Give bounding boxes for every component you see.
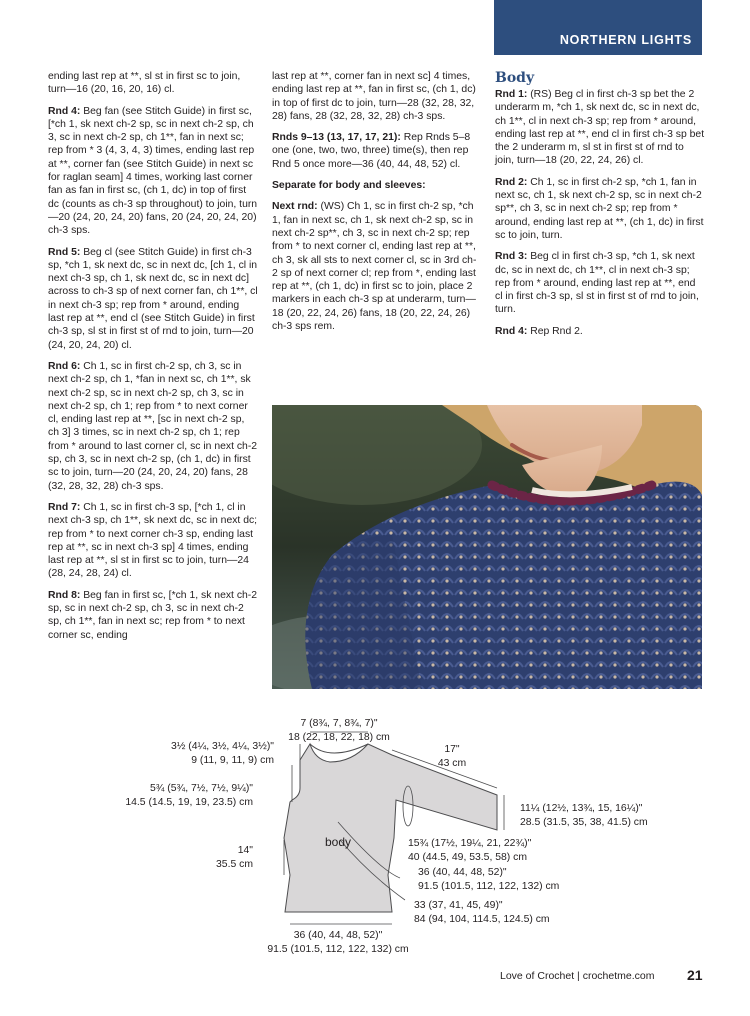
neck-depth-in: 3½ (4¼, 3½, 4¼, 3½)" (170, 741, 274, 752)
paragraph-next-rnd: Next rnd: (WS) Ch 1, sc in first ch-2 sp, *ch 1, fan in next sc, ch 1, sk next ch-2 sp, sc in next ch-2 sp**, ch 3, sc in next ch-2 sp; rep from * to next corner cl, ending last rep at **, ch 3, sk all sts to next corner cl, sc in 3rd ch-2 sp of next corner cl; rep from *, ending last rep at **, (ch 1, dc) in first sc to join, place 2 markers in each ch-3 sp at underarm, turn—18 (20, 22, 24, 26) fans, 18 (20, 22, 24, 26) ch-3 sps rem. (272, 201, 477, 333)
cuff-in: 11¼ (12½, 13¾, 15, 16¼)" (520, 803, 643, 814)
paragraph-rnd4: Rnd 4: Rep Rnd 2. (495, 325, 583, 337)
subheading-separate: Separate for body and sleeves: (272, 180, 426, 192)
website: crochetme.com (582, 970, 655, 982)
model-photo (272, 405, 702, 689)
paragraph-rnd2: Rnd 2: Ch 1, sc in first ch-2 sp, *ch 1, fan in next sc, ch 1, sk next ch-2 sp, sc in next ch-2 sp**, ch 3, sc in next ch-2 sp; rep from * around, ending last rep at **, (ch 1, dc) in first sc to join, turn. (495, 176, 704, 241)
paragraph-rnd3: Rnd 3: Beg cl in first ch-3 sp, *ch 1, sk next dc, sc in next dc, ch 1**, cl in next ch-3 sp; rep from * around, ending last rep at **, end cl in first ch-3 sp, sl st in first st of rnd to join, turn. (495, 251, 699, 316)
upper-arm-cm: 40 (44.5, 49, 53.5, 58) cm (408, 852, 527, 863)
waist-in: 33 (37, 41, 45, 49)" (414, 900, 503, 911)
paragraph: last rep at **, corner fan in next sc] 4 times, ending last rep at **, fan in first sc, (ch 1, dc) in top of first dc to join, turn—28 (32, 28, 32, 28) fans, 28 (32, 28, 32, 28) ch-3 sps. (272, 71, 476, 122)
yoke-depth-in: 5¾ (5¾, 7½, 7½, 9¼)" (149, 783, 253, 794)
paragraph-rnd8: Rnd 8: Beg fan in first sc, [*ch 1, sk next ch-2 sp, sc in next ch-2 sp, ch 3, sc in next ch-2 sp, ch 1**, fan in next sc; rep from * to next corner sc, ending (48, 589, 258, 641)
bust-in: 36 (40, 44, 48, 52)" (418, 867, 507, 878)
cuff-cm: 28.5 (31.5, 35, 38, 41.5) cm (520, 817, 648, 828)
body-length-in: 14" (237, 845, 253, 856)
sleeve-length-in: 17" (444, 744, 460, 755)
paragraph-rnds-9-13: Rnds 9–13 (13, 17, 17, 21): Rep Rnds 5–8 one (one, two, two, three) time(s), then rep Rnd 5 once more—36 (40, 44, 48, 52) cl. (272, 132, 471, 170)
magazine-name: Love of Crochet (500, 970, 575, 982)
paragraph-rnd4: Rnd 4: Beg fan (see Stitch Guide) in first sc, [*ch 1, sk next ch-2 sp, sc in next ch-2 sp, ch 3, sc in next ch-2 sp, ch 1**, fan in next sc; rep from * 3 (4, 3, 4, 3) times, ending last rep at **, corner fan (see Stitch Guide) in next sc for raglan seam] 4 times, working last corner fan as fan in first sc, (ch 1, dc) in top of first dc (counts as ch-3 sp throughout) to join, turn—20 (24, 20, 24, 20) fans, 20 (24, 20, 24, 20) ch-3 sps. (48, 105, 258, 237)
text-column-1 (48, 70, 258, 650)
paragraph-rnd6: Rnd 6: Ch 1, sc in first ch-2 sp, ch 3, sc in next ch-2 sp, ch 1, *fan in next sc, ch 1**, sk next ch-2 sp, sc in next ch-2 sp, ch 3, sc in next ch-2 sp, ch 1; rep from * to next corner cl, ending last rep at **, [sc in next ch-2 sp, ch 3] 3 times, sc in next ch-2 sp, ch 1; rep from * around to last corner cl, sc in next ch-2 sp, ch 3, sc in next ch-2 sp, (ch 1, dc) in first sc to join, turn—20 (24, 20, 24, 20) fans, 28 (32, 28, 32, 28) ch-3 sps. (48, 360, 258, 492)
body-label: body (324, 835, 352, 849)
section-heading-body: Body (495, 70, 535, 86)
neck-width-cm: 18 (22, 18, 22, 18) cm (288, 732, 390, 743)
footer (500, 970, 654, 982)
section-tab (494, 0, 702, 55)
sleeve-length-cm: 43 cm (437, 758, 467, 769)
paragraph: ending last rep at **, sl st in first sc to join, turn—16 (20, 16, 20, 16) cl. (48, 71, 241, 96)
paragraph-rnd5: Rnd 5: Beg cl (see Stitch Guide) in first ch-3 sp, *ch 1, sk next dc, sc in next dc, [ch 1, cl in next ch-3 sp, ch 1, sk next dc, sc in next dc] across to ch-3 sp of next corner fan, ch 1**, cl in next ch-3 sp; rep from * around, ending last rep at **, end cl (see Stitch Guide) in first ch-3 sp, sl st in first st of rnd to join, turn—20 (24, 20, 24, 20) cl. (48, 246, 258, 351)
hip-in: 36 (40, 44, 48, 52)" (293, 930, 383, 941)
page-number: 21 (687, 967, 703, 983)
model-photo-illustration (272, 405, 702, 689)
schematic-diagram (0, 700, 750, 960)
footer-separator: | (574, 970, 583, 982)
section-title: NORTHERN LIGHTS (559, 33, 692, 47)
yoke-depth-cm: 14.5 (14.5, 19, 19, 23.5) cm (125, 797, 253, 808)
text-column-2 (272, 70, 480, 341)
upper-arm-in: 15¾ (17½, 19¼, 21, 22¾)" (408, 838, 532, 849)
paragraph-rnd7: Rnd 7: Ch 1, sc in first ch-3 sp, [*ch 1, cl in next ch-3 sp, ch 1**, sk next dc, sc in next dc; rep from * to next corner ch-3 sp, ending last rep at **, sc in next ch-3 sp] 4 times, ending last rep at **, sl st in first sc to join, turn—24 (28, 24, 28, 24) cl. (48, 501, 258, 580)
neck-width-in: 7 (8¾, 7, 8¾, 7)" (300, 718, 378, 729)
hip-cm: 91.5 (101.5, 112, 122, 132) cm (267, 944, 409, 955)
body-length-cm: 35.5 cm (216, 859, 253, 870)
neck-depth-cm: 9 (11, 9, 11, 9) cm (191, 755, 274, 766)
waist-cm: 84 (94, 104, 114.5, 124.5) cm (414, 914, 550, 925)
text-column-3 (495, 70, 705, 346)
paragraph-rnd1: Rnd 1: (RS) Beg cl in first ch-3 sp bet the 2 underarm m, *ch 1, sk next dc, sc in next dc, ch 1**, cl in next ch-3 sp; rep from * around, ending last rep at **, end cl in first ch-3 sp bet the 2 underarm m, sl st in first st of rnd to join, turn—18 (20, 22, 24, 26) cl. (495, 89, 705, 167)
bust-cm: 91.5 (101.5, 112, 122, 132) cm (418, 881, 560, 892)
